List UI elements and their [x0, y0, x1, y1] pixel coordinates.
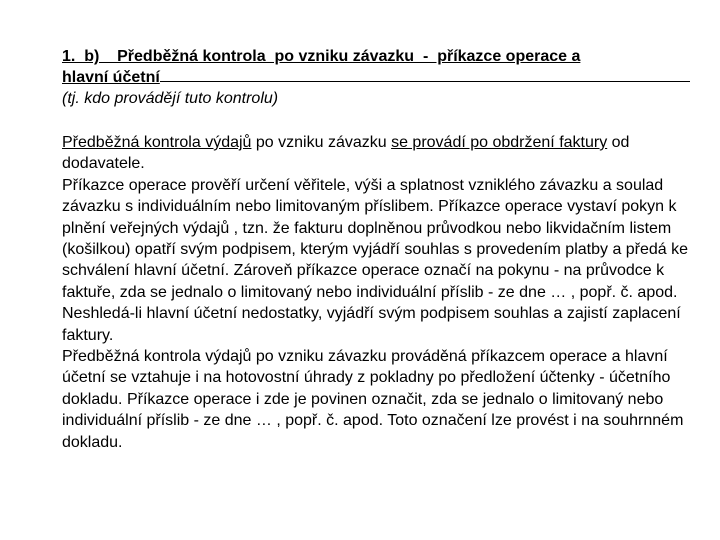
heading-line-2	[62, 67, 696, 88]
paragraph-3: Neshledá-li hlavní účetní nedostatky, vyjádří svým podpisem souhlas a zajistí zaplacení faktury.	[62, 305, 681, 344]
underlined-phrase-1: Předběžná kontrola výdajů	[62, 134, 252, 151]
heading-line-1: 1. b) Předběžná kontrola po vzniku závazku - příkazce operace a	[62, 48, 581, 65]
paragraph-1-text-b: od dodavatele.	[62, 134, 630, 173]
section-heading	[62, 46, 696, 88]
paragraph-1	[62, 132, 702, 175]
heading-underline-fill	[160, 80, 690, 82]
subtitle: (tj. kdo provádějí tuto kontrolu)	[62, 90, 279, 107]
paragraph-1-text-a: po vzniku závazku	[251, 134, 392, 151]
body-text	[62, 132, 702, 453]
underlined-phrase-2: se provádí po obdržení faktury	[391, 134, 608, 151]
paragraph-4: Předběžná kontrola výdajů po vzniku závazku prováděná příkazcem operace a hlavní účetní se vztahuje i na hotovostní úhrady z pokladny po předložení účtenky - účetního dokladu. Příkazce operace i zde je povinen označit, zda se jednalo o limitovaný nebo individuální příslib - ze dne … , popř. č. apod. Toto označení lze provést i na souhrnném dokladu.	[62, 348, 684, 451]
heading-line-2-text: hlavní účetní	[62, 69, 160, 86]
slide-content	[62, 46, 702, 453]
paragraph-2: Příkazce operace prověří určení věřitele, výši a splatnost vzniklého závazku a soulad závazku s individuálním nebo limitovaným příslibem. Příkazce operace vystaví pokyn k plnění veřejných výdajů , tzn. že fakturu doplněnou průvodkou nebo likvidačním listem (košilkou) opatří svým podpisem, kterým vyjádří souhlas s provedením platby a předá ke schválení hlavní účetní. Zároveň příkazce operace označí na pokynu - na průvodce k faktuře, zda se jednalo o limitovaný nebo individuální příslib - ze dne … , popř. č. apod.	[62, 176, 689, 301]
